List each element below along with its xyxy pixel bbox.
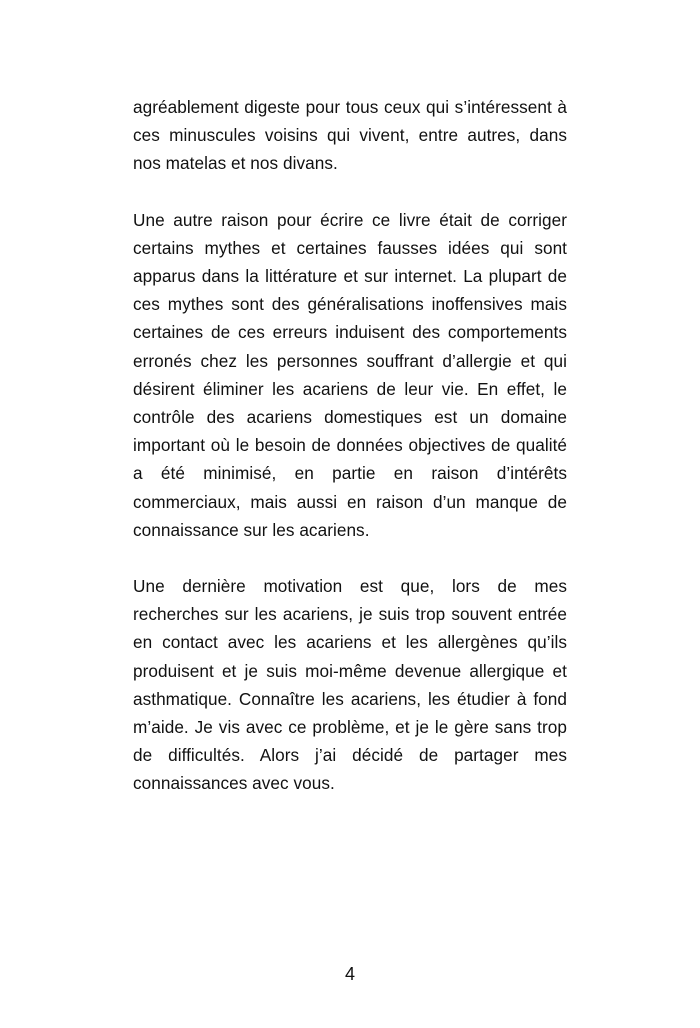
paragraph-3: Une dernière motivation est que, lors de mes recherches sur les acariens, je suis trop souvent entrée en contact avec les acariens et les allergènes qu’ils produisent et je suis moi-même devenue allergique et asthmatique. Connaître les acariens, les étudier à fond m’aide. Je vis avec ce problème, et je le gère sans trop de difficultés. Alors j’ai décidé de partager mes connaissances avec vous. bbox=[133, 576, 567, 794]
body-text bbox=[133, 93, 567, 798]
paragraph-2: Une autre raison pour écrire ce livre était de corriger certains mythes et certaines fausses idées qui sont apparus dans la littérature et sur internet. La plupart de ces mythes sont des généralisations inoffensives mais certaines de ces erreurs induisent des comportements erronés chez les personnes souffrant d’allergie et qui désirent éliminer les acariens de leur vie. En effet, le contrôle des acariens domestiques est un domaine important où le besoin de données objectives de qualité a été minimisé, en partie en raison d’intérêts commerciaux, mais aussi en raison d’un manque de connaissance sur les acariens. bbox=[133, 209, 567, 540]
page-number: 4 bbox=[344, 964, 355, 984]
paragraph-1: agréablement digeste pour tous ceux qui s’intéressent à ces minuscules voisins qui vivent, entre autres, dans nos matelas et nos divans. bbox=[133, 97, 567, 174]
